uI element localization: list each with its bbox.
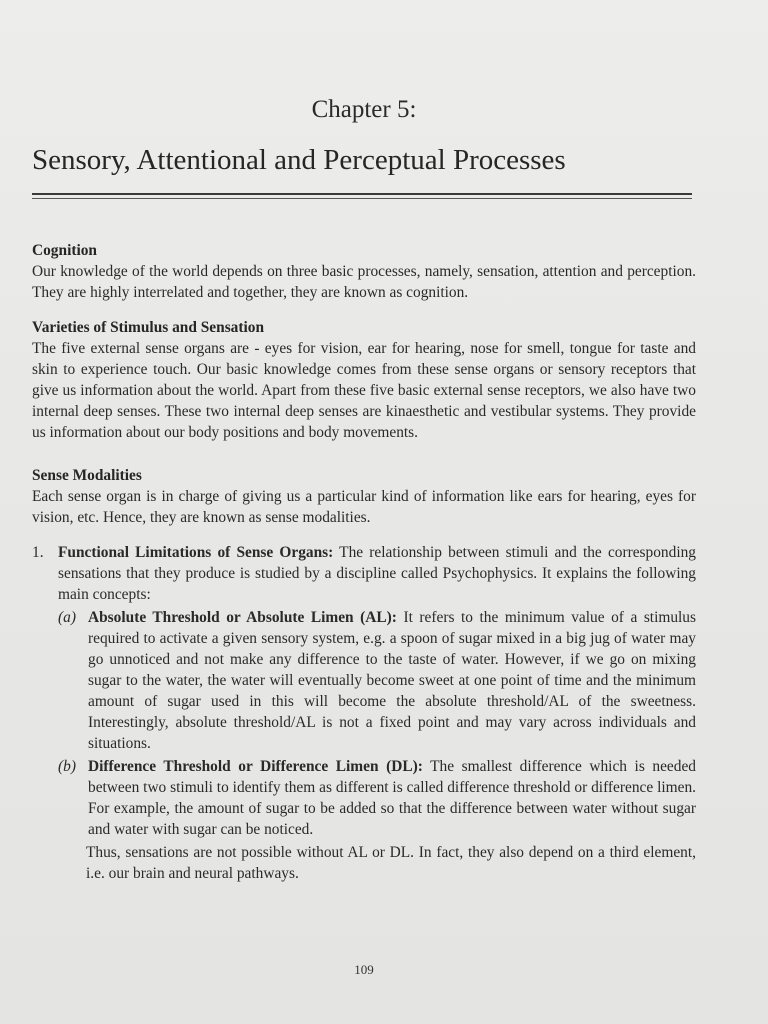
list-item-functional-limitations bbox=[32, 542, 696, 884]
section-heading-modalities: Sense Modalities bbox=[32, 467, 142, 484]
title-rule-thin bbox=[32, 198, 692, 199]
chapter-label: Chapter 5: bbox=[311, 96, 417, 123]
section-cognition bbox=[32, 240, 696, 303]
sub-item-marker: (a) bbox=[58, 609, 76, 626]
difference-threshold-term: Difference Threshold or Difference Limen (DL): bbox=[88, 758, 423, 775]
section-body-cognition: Our knowledge of the world depends on three basic processes, namely, sensation, attention and perception. They are highly interrelated and together, they are known as cognition. bbox=[32, 263, 696, 301]
section-heading-varieties: Varieties of Stimulus and Sensation bbox=[32, 319, 265, 336]
section-varieties bbox=[32, 317, 696, 443]
section-heading-cognition: Cognition bbox=[32, 242, 97, 259]
list-item-absolute-threshold bbox=[58, 607, 696, 754]
absolute-threshold-term: Absolute Threshold or Absolute Limen (AL): bbox=[88, 609, 397, 626]
concepts-list bbox=[58, 607, 696, 840]
closing-paragraph: Thus, sensations are not possible without AL or DL. In fact, they also depend on a third element, i.e. our brain and neural pathways. bbox=[86, 844, 696, 882]
absolute-threshold-text: It refers to the minimum value of a stimulus required to activate a given sensory system, e.g. a spoon of sugar mixed in a big jug of water may go unnoticed and not make any difference to the taste of water. However, if we go on mixing sugar to the water, the water will eventually become sweet at one point of time and the minimum amount of sugar used in this will become the absolute threshold/AL of the sweetness. Interestingly, absolute threshold/AL is not a fixed point and may vary across individuals and situations. bbox=[88, 609, 696, 752]
list-number: 1. bbox=[32, 544, 44, 561]
section-modalities bbox=[32, 465, 696, 528]
limitations-text: The relationship between stimuli and the corresponding sensations that they produce is studied by a discipline called Psychophysics. It explains the following main concepts: bbox=[58, 544, 696, 603]
list-item-difference-threshold bbox=[58, 756, 696, 840]
page-content bbox=[32, 240, 696, 884]
page-number: 109 bbox=[354, 962, 374, 977]
difference-threshold-text: The smallest difference which is needed between two stimuli to identify them as different is called difference threshold or difference limen. For example, the amount of sugar to be added so that the difference between water without sugar and water with sugar can be noticed. bbox=[88, 758, 696, 838]
title-rule-thick bbox=[32, 193, 692, 195]
limitations-list bbox=[32, 542, 696, 884]
chapter-title: Sensory, Attentional and Perceptual Processes bbox=[32, 144, 566, 176]
section-body-modalities: Each sense organ is in charge of giving us a particular kind of information like ears for hearing, eyes for vision, etc. Hence, they are known as sense modalities. bbox=[32, 488, 696, 526]
limitations-term: Functional Limitations of Sense Organs: bbox=[58, 544, 334, 561]
section-body-varieties: The five external sense organs are - eyes for vision, ear for hearing, nose for smell, tongue for taste and skin to experience touch. Our basic knowledge comes from these sense organs or sensory receptors that give us information about the world. Apart from these five basic external sense receptors, we also have two internal deep senses. These two internal deep senses are kinaesthetic and vestibular systems. They provide us information about our body positions and body movements. bbox=[32, 340, 696, 441]
sub-item-marker: (b) bbox=[58, 758, 76, 775]
